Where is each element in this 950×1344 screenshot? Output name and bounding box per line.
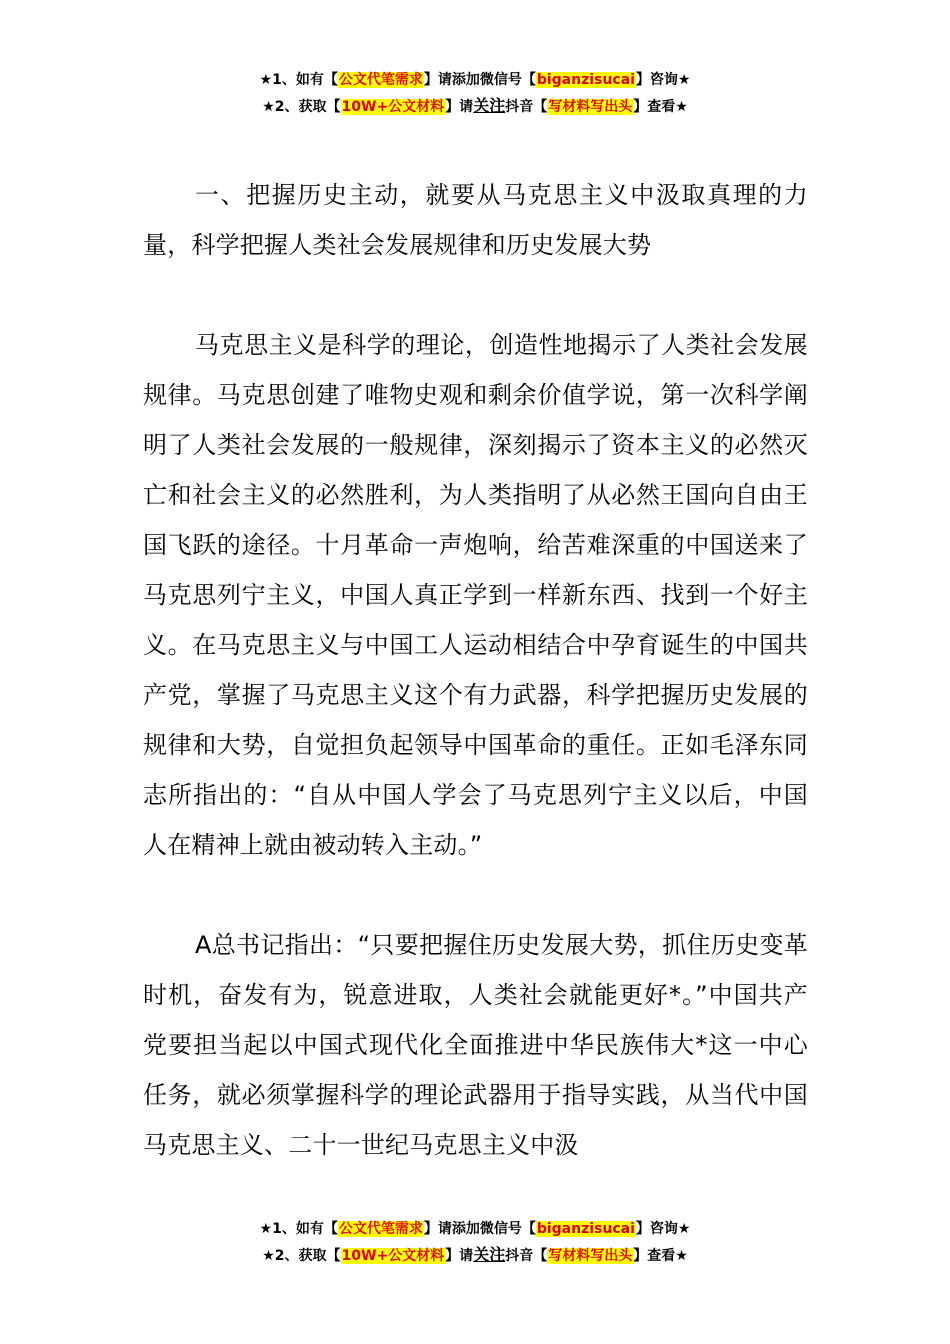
banner-text: 】咨询★ [635, 72, 691, 88]
banner-text: 】查看★ [633, 99, 688, 115]
bottom-banner [0, 1216, 950, 1269]
banner-line-1 [0, 67, 950, 93]
banner-text: 】咨询★ [635, 1221, 691, 1237]
highlight-douyin-account: 写材料写出头 [548, 99, 633, 115]
document-body [143, 170, 808, 1170]
banner-text: 】查看★ [633, 1248, 688, 1264]
banner-text: 抖音【 [505, 99, 548, 115]
banner-line-2 [0, 93, 950, 120]
banner-text: 】请添加微信号【 [423, 1221, 536, 1237]
banner-text: ★2、获取【 [262, 1248, 341, 1264]
highlight-wechat-id: biganzisucai [536, 72, 635, 88]
banner-text: 】请添加微信号【 [423, 72, 536, 88]
paragraph-2: A总书记指出：“只要把握住历史发展大势，抓住历史变革时机，奋发有为，锐意进取，人类社会就能更好*。”中国共产党要担当起以中国式现代化全面推进中华民族伟大*这一中心任务，就必须掌握科学的理论武器用于指导实践，从当代中国马克思主义、二十一世纪马克思主义中汲 [143, 931, 808, 1159]
highlight-ghostwriting: 公文代笔需求 [338, 72, 423, 88]
follow-text: 关注 [473, 1245, 506, 1264]
highlight-douyin-account: 写材料写出头 [548, 1248, 633, 1264]
banner-text: ★1、如有【 [259, 72, 338, 88]
paragraph-1: 马克思主义是科学的理论，创造性地揭示了人类社会发展规律。马克思创建了唯物史观和剩余价值学说，第一次科学阐明了人类社会发展的一般规律，深刻揭示了资本主义的必然灭亡和社会主义的必然胜利，为人类指明了从必然王国向自由王国飞跃的途径。十月革命一声炮响，给苦难深重的中国送来了马克思列宁主义，中国人真正学到一样新东西、找到一个好主义。在马克思主义与中国工人运动相结合中孕育诞生的中国共产党，掌握了马克思主义这个有力武器，科学把握历史发展的规律和大势，自觉担负起领导中国革命的重任。正如毛泽东同志所指出的：“自从中国人学会了马克思列宁主义以后，中国人在精神上就由被动转入主动。” [143, 331, 808, 859]
spacer [143, 270, 808, 320]
highlight-materials: 10W+公文材料 [341, 1248, 445, 1264]
section-heading: 一、把握历史主动，就要从马克思主义中汲取真理的力量，科学把握人类社会发展规律和历史发展大势 [143, 181, 808, 259]
highlight-materials: 10W+公文材料 [341, 99, 445, 115]
highlight-wechat-id: biganzisucai [536, 1221, 635, 1237]
spacer [143, 870, 808, 920]
top-banner [0, 67, 950, 120]
banner-text: ★1、如有【 [259, 1221, 338, 1237]
follow-text: 关注 [473, 96, 506, 115]
banner-text: 】请 [445, 99, 474, 115]
highlight-ghostwriting: 公文代笔需求 [338, 1221, 423, 1237]
banner-text: 】请 [445, 1248, 474, 1264]
banner-line-2 [0, 1242, 950, 1269]
banner-line-1 [0, 1216, 950, 1242]
banner-text: ★2、获取【 [262, 99, 341, 115]
banner-text: 抖音【 [505, 1248, 548, 1264]
